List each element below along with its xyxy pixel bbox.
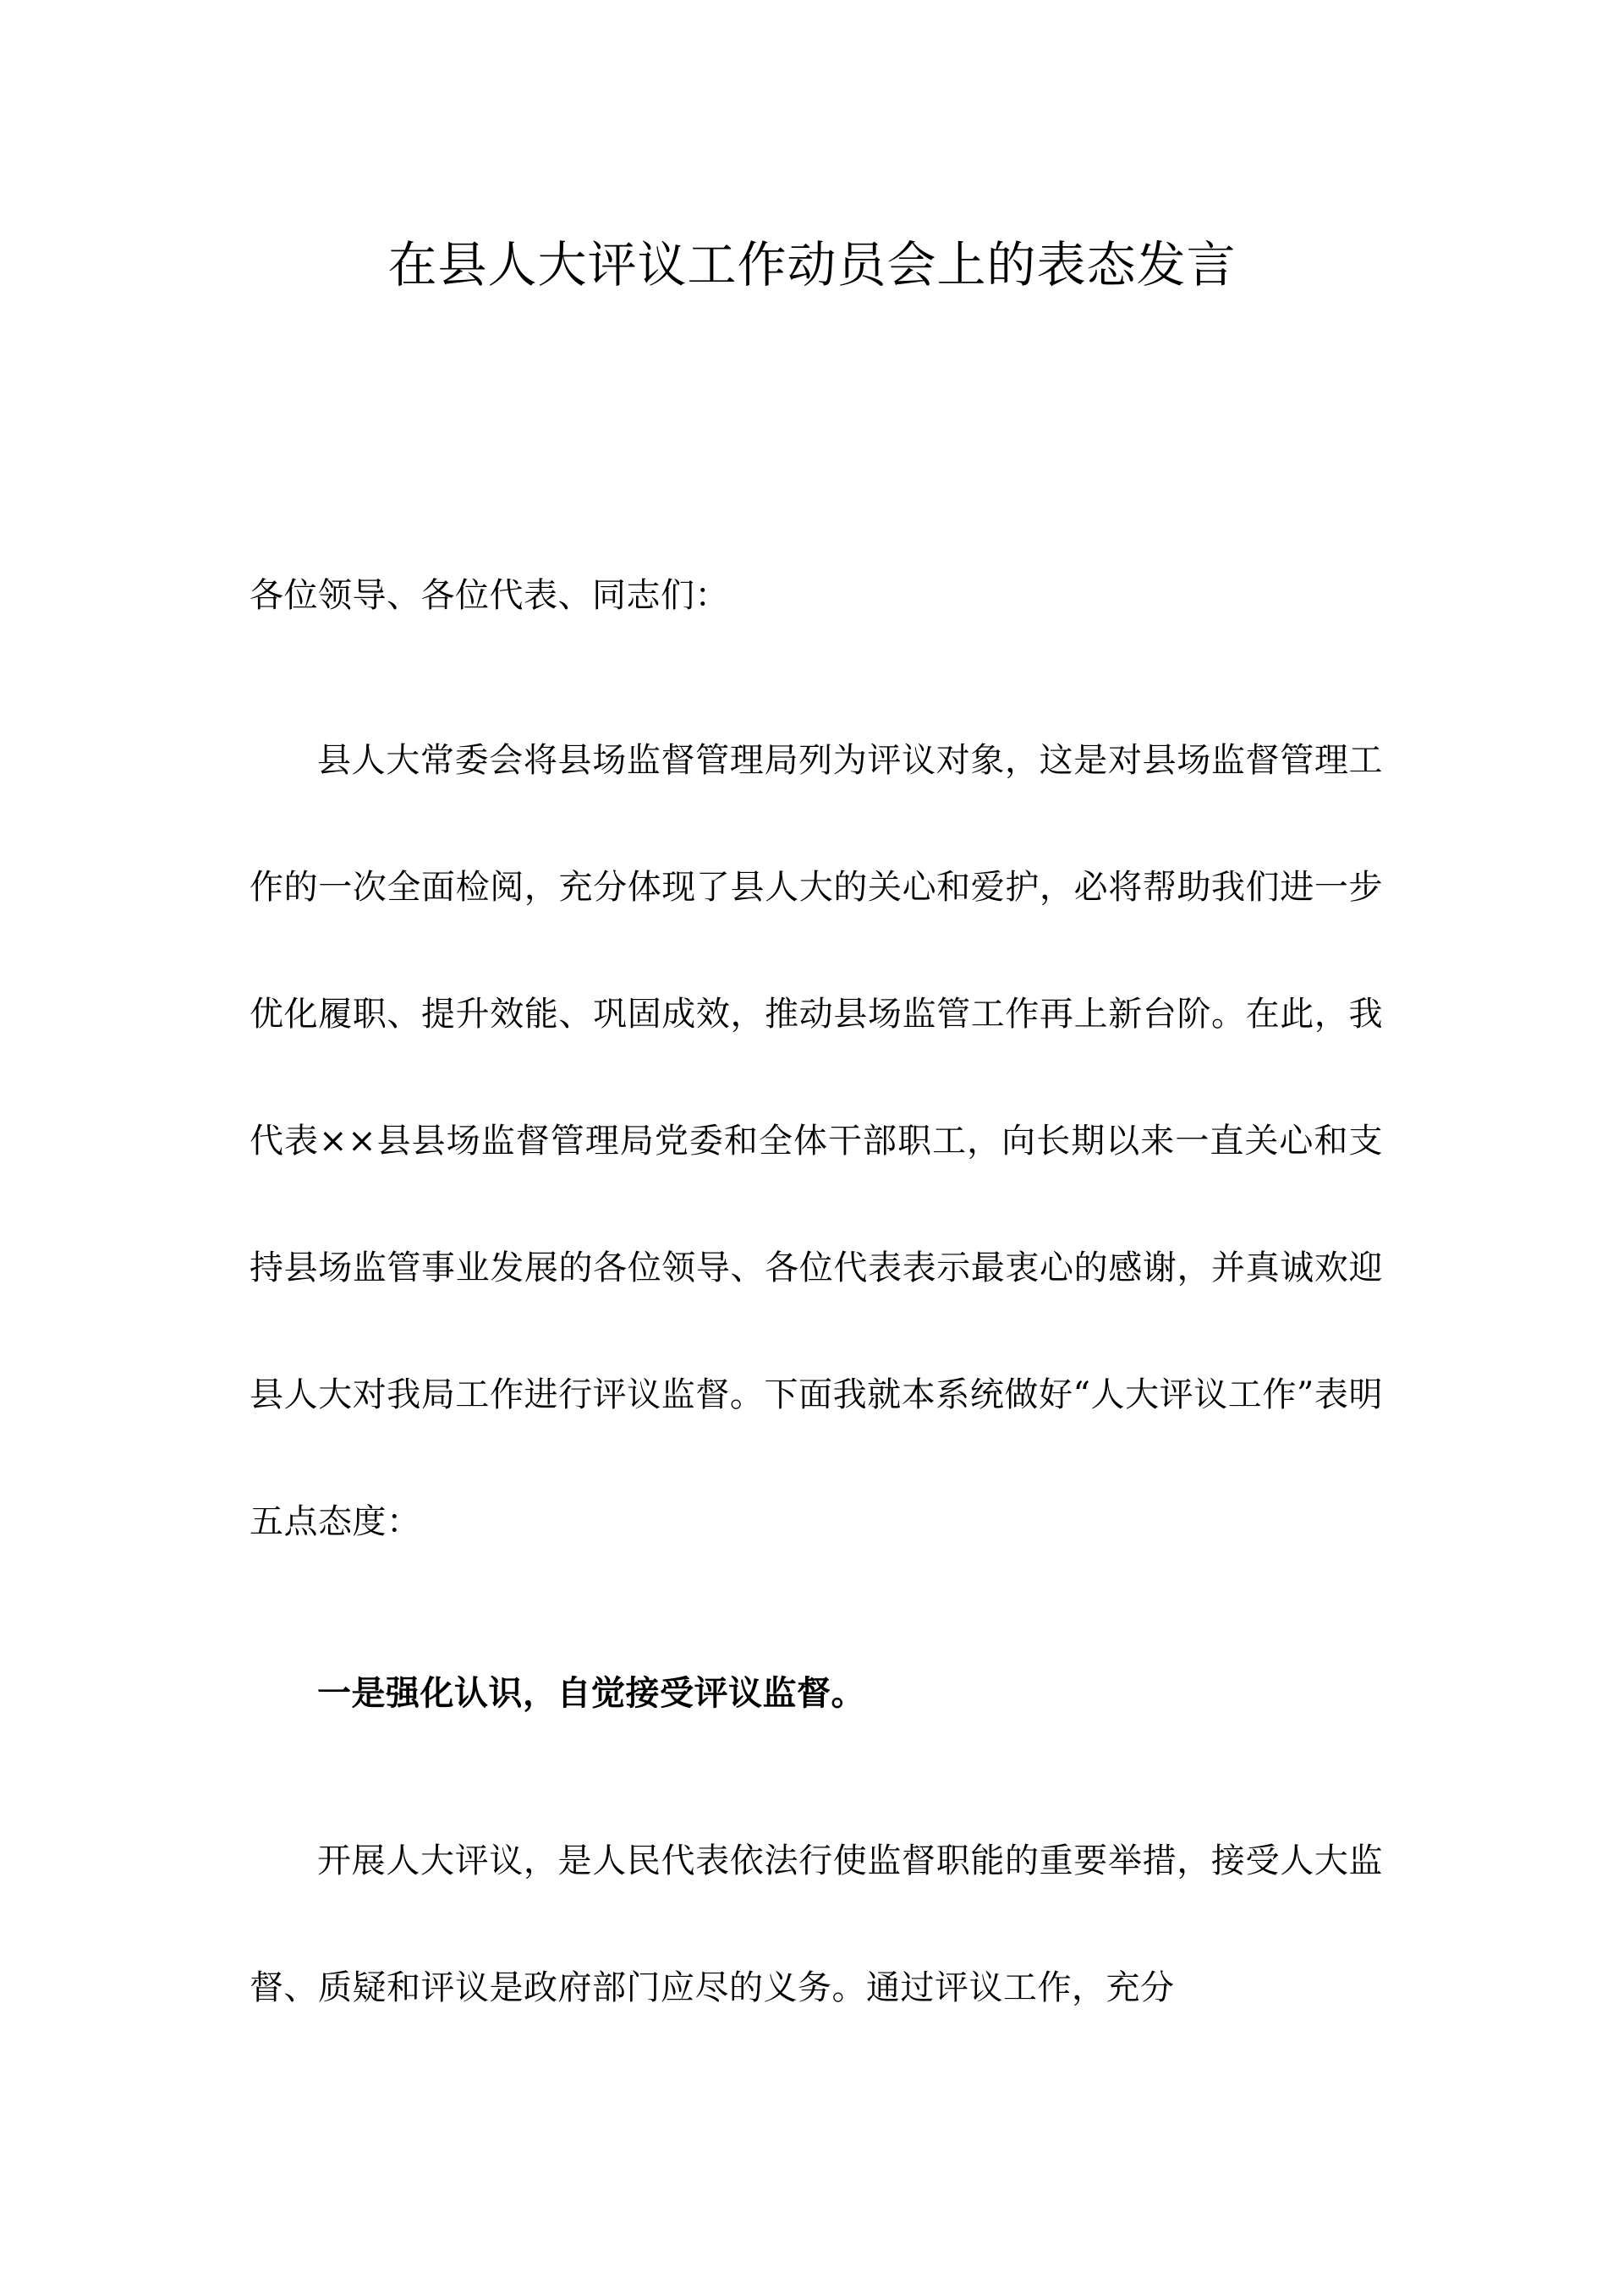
- paragraph-section-1: 开展人大评议，是人民代表依法行使监督职能的重要举措，接受人大监督、质疑和评议是政府部门应尽的义务。通过评议工作，充分: [250, 1841, 1383, 2007]
- document-title: 在县人大评议工作动员会上的表态发言: [387, 236, 1237, 294]
- paragraph-intro: 县人大常委会将县场监督管理局列为评议对象，这是对县场监督管理工作的一次全面检阅，充分体现了县人大的关心和爱护，必将帮助我们进一步优化履职、提升效能、巩固成效，推动县场监管工作再上新台阶。在此，我代表××县县场监督管理局党委和全体干部职工，向长期以来一直关心和支持县场监管事业发展的各位领导、各位代表表示最衷心的感谢，并真诚欢迎县人大对我局工作进行评议监督。下面我就本系统做好“人大评议工作”表明五点态度：: [250, 741, 1383, 1541]
- section-heading-1: 一是强化认识，自觉接受评议监督。: [317, 1673, 865, 1713]
- salutation: 各位领导、各位代表、同志们：: [250, 576, 729, 615]
